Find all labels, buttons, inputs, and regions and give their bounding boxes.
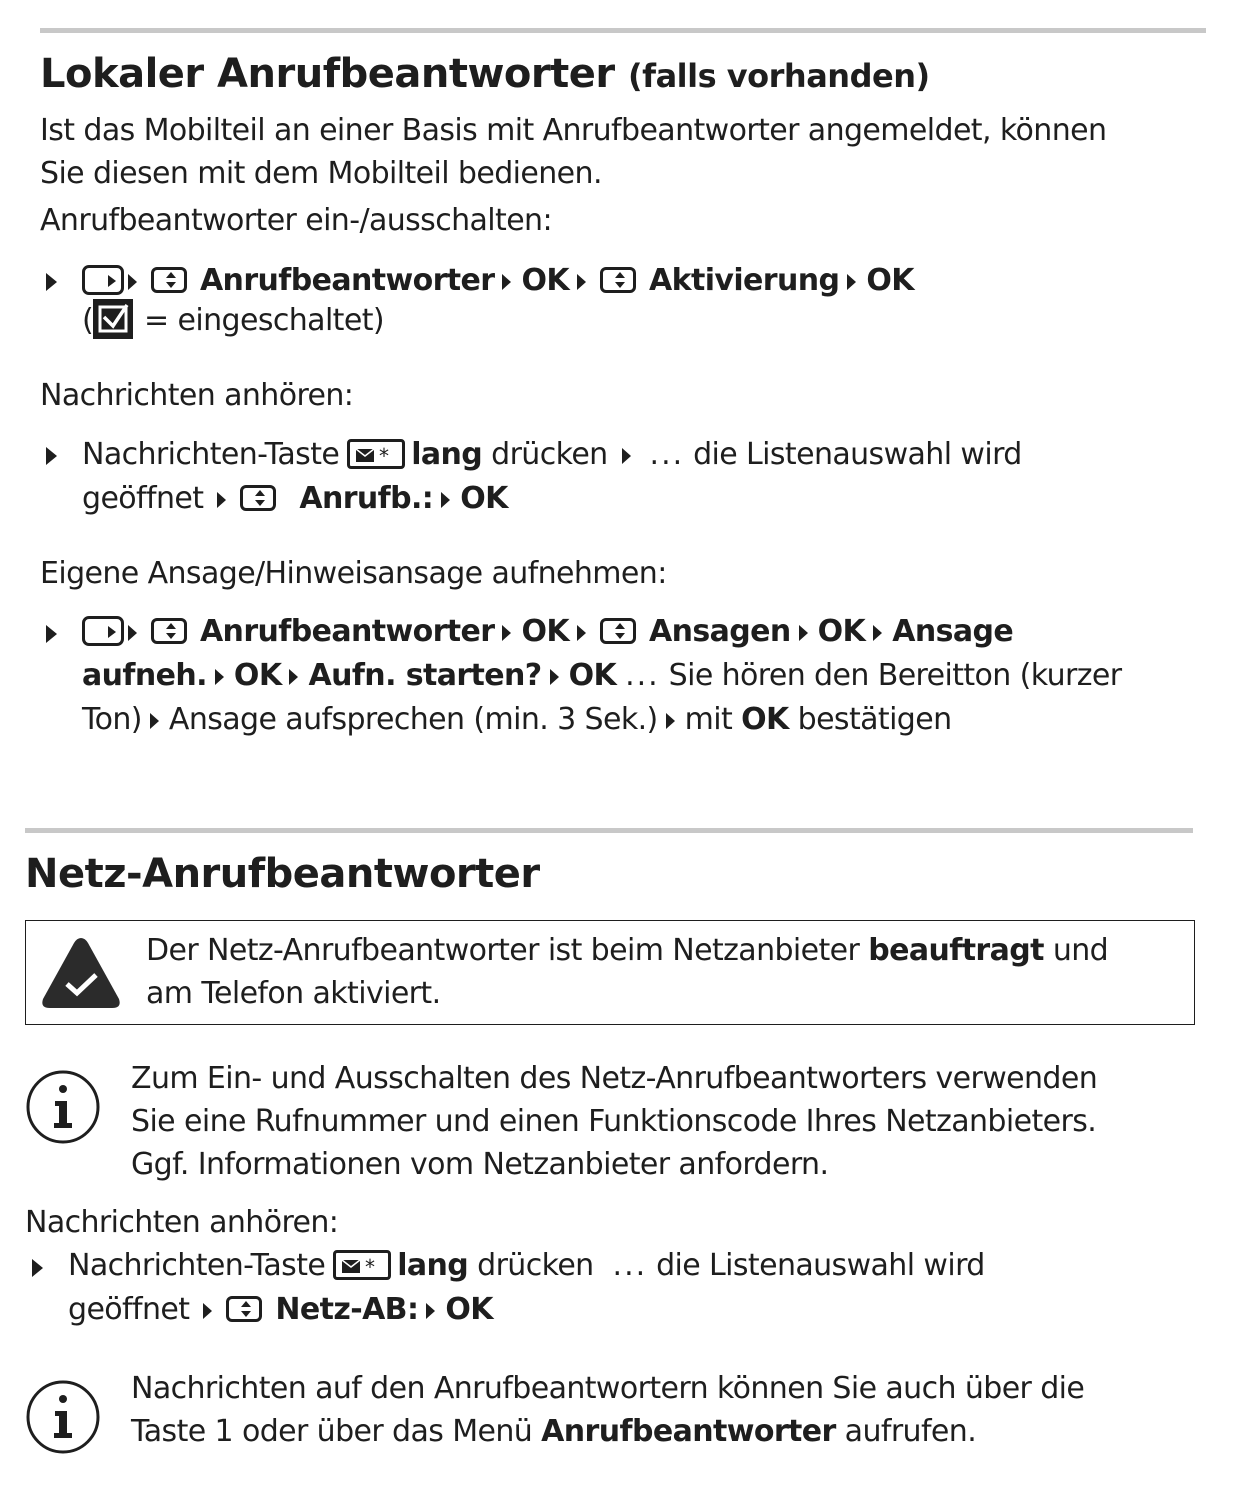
- arrow-icon: [128, 274, 137, 290]
- info-text-1: Zum Ein- und Ausschalten des Netz-Anrufbeantworters verwenden Sie eine Rufnummer und einen Funktionscode Ihres Netzanbieters. Ggf. Informationen vom Netzanbieter anfordern.: [131, 1061, 1098, 1182]
- toggle-step: Anrufbeantworter OK Aktivierung OK ( = eingeschaltet): [82, 263, 914, 338]
- section-rule-network: [25, 828, 1193, 833]
- bullet-icon: [46, 273, 57, 291]
- listen-heading: Nachrichten anhören:: [40, 378, 354, 413]
- bullet-icon: [46, 447, 57, 465]
- warning-check-icon: [40, 935, 122, 1011]
- svg-text:*: *: [365, 1256, 375, 1275]
- record-heading: Eigene Ansage/Hinweisansage aufnehmen:: [40, 556, 667, 591]
- menu-key-icon: [82, 265, 124, 295]
- bullet-icon: [46, 625, 57, 643]
- network-listen-step: Nachrichten-Taste * lang drücken ... die Listenauswahl wird geöffnet Netz-AB: OK: [68, 1248, 985, 1327]
- menu-key-icon: [82, 616, 124, 646]
- local-section-title: Lokaler Anrufbeantworter (falls vorhanden): [40, 51, 930, 97]
- listen-step: Nachrichten-Taste * lang drücken ... die Listenauswahl wird geöffnet Anrufb.: OK: [82, 437, 1022, 516]
- nav-key-icon: [600, 267, 636, 293]
- nav-key-icon: [151, 267, 187, 293]
- notice-box: [25, 920, 1195, 1025]
- nav-key-icon: [600, 618, 636, 644]
- info-text-2: Nachrichten auf den Anrufbeantwortern können Sie auch über die Taste 1 oder über das Menü Anrufbeantworter aufrufen.: [131, 1371, 1085, 1449]
- local-title-suffix: (falls vorhanden): [628, 57, 930, 95]
- checkbox-checked-icon: [93, 299, 133, 339]
- toggle-heading: Anrufbeantworter ein-/ausschalten:: [40, 203, 552, 238]
- nav-key-icon: [240, 485, 276, 511]
- record-step: Anrufbeantworter OK Ansagen OK Ansage aufneh. OK Aufn. starten? OK ... Sie hören den Bereitton (kurzer Ton) Ansage aufsprechen (min. 3 Sek.) mit OK bestätigen: [82, 614, 1122, 737]
- info-icon: [24, 1068, 102, 1146]
- section-rule-top: [40, 28, 1206, 33]
- local-intro: Ist das Mobilteil an einer Basis mit Anrufbeantworter angemeldet, können Sie diesen mit dem Mobilteil bedienen.: [40, 113, 1107, 191]
- menu-item-aktivierung: Aktivierung: [648, 263, 840, 298]
- message-key-icon: [347, 439, 405, 469]
- bullet-icon: [32, 1259, 43, 1277]
- notice-text: Der Netz-Anrufbeantworter ist beim Netzanbieter beauftragt und am Telefon aktiviert.: [146, 933, 1109, 1011]
- message-key-icon: [333, 1250, 391, 1280]
- menu-item-anrufbeantworter: Anrufbeantworter: [199, 263, 495, 298]
- network-section-title: Netz-Anrufbeantworter: [25, 851, 540, 897]
- nav-key-icon: [151, 618, 187, 644]
- nav-key-icon: [226, 1296, 262, 1322]
- info-icon: [24, 1378, 102, 1456]
- svg-text:*: *: [379, 445, 389, 464]
- network-listen-heading: Nachrichten anhören:: [25, 1205, 339, 1240]
